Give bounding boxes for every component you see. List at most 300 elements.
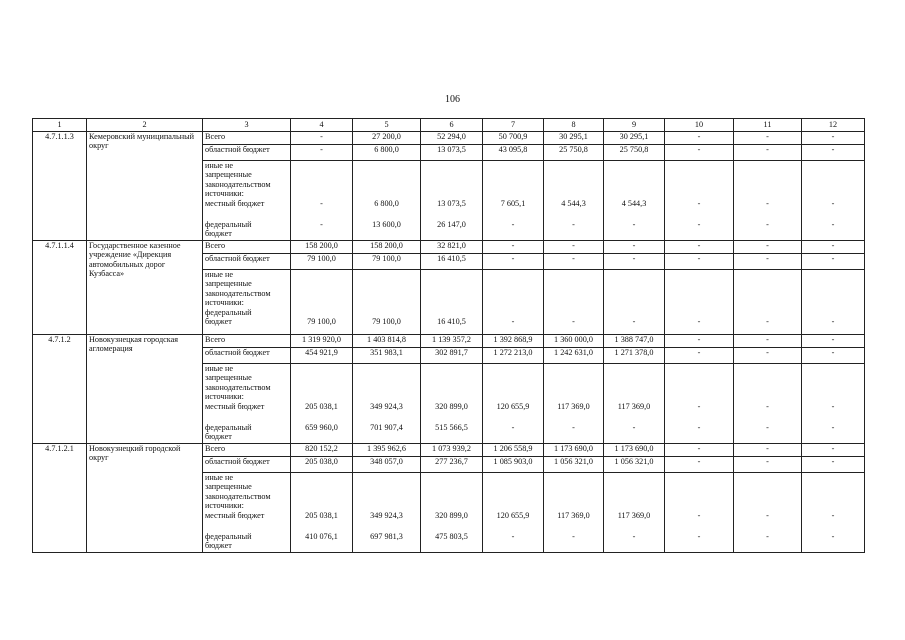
blank-line <box>736 501 799 510</box>
source-line: источники: <box>205 298 244 308</box>
blank-line <box>423 270 480 279</box>
value-cell <box>421 161 483 241</box>
funding-source: областной бюджет <box>203 348 291 364</box>
column-header: 8 <box>544 119 604 132</box>
blank-line <box>606 161 662 170</box>
blank-line <box>423 189 480 198</box>
source-line: источники: <box>205 189 244 199</box>
line-gap <box>736 208 799 220</box>
value-line: - <box>697 317 701 327</box>
value-cell <box>483 364 544 444</box>
value-cell <box>802 364 865 444</box>
source-line: законодательством <box>205 382 271 392</box>
blank-line <box>804 482 862 491</box>
blank-line <box>667 189 731 198</box>
blank-line <box>355 482 418 491</box>
blank-line <box>423 501 480 510</box>
value-line: 117 369,0 <box>617 401 651 411</box>
row-code: 4.7.1.1.4 <box>33 241 87 335</box>
blank-line <box>355 364 418 373</box>
row-code: 4.7.1.2 <box>33 335 87 444</box>
blank-line <box>736 392 799 401</box>
blank-line <box>804 473 862 482</box>
value-cell <box>421 473 483 553</box>
line-gap <box>667 208 731 220</box>
line-gap <box>546 520 601 532</box>
blank-line <box>606 364 662 373</box>
blank-line <box>293 473 350 482</box>
source-line: иные не <box>205 473 233 482</box>
blank-line <box>606 180 662 189</box>
value-cell: 820 152,2 <box>291 444 353 457</box>
source-line: бюджет <box>205 541 232 551</box>
value-line: - <box>511 423 515 433</box>
row-name: Государственное казенное учреждение «Дирекция автомобильных дорог Кузбасса» <box>87 241 203 335</box>
value-cell: 158 200,0 <box>353 241 421 254</box>
table-row <box>33 132 865 145</box>
line-gap <box>667 520 731 532</box>
source-line: федеральный <box>205 220 252 230</box>
blank-line <box>423 308 480 317</box>
value-cell: 30 295,1 <box>604 132 665 145</box>
line-gap <box>205 411 288 423</box>
blank-line <box>667 492 731 501</box>
column-header: 7 <box>483 119 544 132</box>
value-cell: - <box>734 132 802 145</box>
value-cell <box>291 161 353 241</box>
source-line: местный бюджет <box>205 510 265 520</box>
blank-line <box>804 383 862 392</box>
value-cell: - <box>734 145 802 161</box>
value-cell: - <box>665 241 734 254</box>
blank-line <box>606 383 662 392</box>
value-line: 205 038,1 <box>305 510 338 520</box>
value-line: 26 147,0 <box>437 220 466 230</box>
value-cell: - <box>483 241 544 254</box>
blank-line <box>736 473 799 482</box>
blank-line <box>606 270 662 279</box>
blank-line <box>485 161 541 170</box>
column-header: 1 <box>33 119 87 132</box>
row-name: Новокузнецкий городской округ <box>87 444 203 553</box>
value-cell: 1 173 690,0 <box>604 444 665 457</box>
value-line: 659 960,0 <box>305 423 338 433</box>
blank-line <box>546 279 601 288</box>
line-gap <box>804 411 862 423</box>
budget-table <box>32 118 865 553</box>
blank-line <box>667 180 731 189</box>
blank-line <box>546 492 601 501</box>
blank-line <box>355 473 418 482</box>
blank-line <box>293 279 350 288</box>
value-line: - <box>766 401 769 411</box>
value-line: - <box>831 510 835 520</box>
value-cell: 1 085 903,0 <box>483 457 544 473</box>
blank-line <box>606 373 662 382</box>
value-cell: 351 983,1 <box>353 348 421 364</box>
value-cell <box>483 161 544 241</box>
blank-line <box>355 308 418 317</box>
blank-line <box>485 501 541 510</box>
blank-line <box>667 170 731 179</box>
line-gap <box>355 208 418 220</box>
value-line: 120 655,9 <box>496 510 530 520</box>
value-cell: 1 271 378,0 <box>604 348 665 364</box>
blank-line <box>606 482 662 491</box>
value-cell <box>483 473 544 553</box>
funding-source <box>203 270 291 335</box>
blank-line <box>485 170 541 179</box>
line-gap <box>293 208 350 220</box>
line-gap <box>804 208 862 220</box>
value-cell <box>353 364 421 444</box>
line-gap <box>485 208 541 220</box>
line-gap <box>546 208 601 220</box>
source-line: запрещенные <box>205 279 252 289</box>
blank-line <box>804 289 862 298</box>
blank-line <box>736 298 799 307</box>
value-cell: 1 139 357,2 <box>421 335 483 348</box>
blank-line <box>736 373 799 382</box>
blank-line <box>804 492 862 501</box>
blank-line <box>485 289 541 298</box>
value-cell: - <box>734 254 802 270</box>
value-line: - <box>697 510 701 520</box>
blank-line <box>423 170 480 179</box>
blank-line <box>736 189 799 198</box>
value-cell: - <box>544 241 604 254</box>
blank-line <box>423 364 480 373</box>
row-code: 4.7.1.2.1 <box>33 444 87 553</box>
funding-source: Всего <box>203 335 291 348</box>
blank-line <box>736 482 799 491</box>
blank-line <box>293 492 350 501</box>
blank-line <box>423 492 480 501</box>
blank-line <box>736 279 799 288</box>
blank-line <box>355 270 418 279</box>
value-line: - <box>511 220 515 230</box>
blank-line <box>485 473 541 482</box>
funding-source: областной бюджет <box>203 254 291 270</box>
value-cell <box>604 161 665 241</box>
blank-line <box>293 364 350 373</box>
blank-line <box>293 383 350 392</box>
blank-line <box>546 189 601 198</box>
value-cell: - <box>802 254 865 270</box>
blank-line <box>546 161 601 170</box>
blank-line <box>804 308 862 317</box>
value-cell: - <box>665 132 734 145</box>
blank-line <box>736 308 799 317</box>
value-line: - <box>831 423 835 433</box>
blank-line <box>606 501 662 510</box>
blank-line <box>736 161 799 170</box>
blank-line <box>293 270 350 279</box>
value-line: 79 100,0 <box>307 317 336 327</box>
blank-line <box>546 270 601 279</box>
blank-line <box>804 279 862 288</box>
blank-line <box>485 364 541 373</box>
blank-line <box>667 270 731 279</box>
value-cell: 1 403 814,8 <box>353 335 421 348</box>
value-cell: 50 700,9 <box>483 132 544 145</box>
blank-line <box>667 373 731 382</box>
blank-line <box>804 501 862 510</box>
value-line: 410 076,1 <box>305 532 338 542</box>
blank-line <box>485 298 541 307</box>
blank-line <box>606 392 662 401</box>
value-line: - <box>831 532 835 542</box>
value-line: - <box>697 220 701 230</box>
line-gap <box>546 411 601 423</box>
blank-line <box>293 170 350 179</box>
header-row <box>33 119 865 132</box>
value-cell: - <box>802 444 865 457</box>
value-cell: 25 750,8 <box>544 145 604 161</box>
value-cell <box>291 473 353 553</box>
value-line: 16 410,5 <box>437 317 466 327</box>
value-cell: - <box>734 348 802 364</box>
value-cell <box>421 364 483 444</box>
value-cell: - <box>802 335 865 348</box>
value-cell: - <box>665 335 734 348</box>
source-line: законодательством <box>205 491 271 501</box>
blank-line <box>804 170 862 179</box>
value-line: - <box>572 220 575 230</box>
value-cell: 27 200,0 <box>353 132 421 145</box>
line-gap <box>355 411 418 423</box>
blank-line <box>736 364 799 373</box>
blank-line <box>293 161 350 170</box>
line-gap <box>667 411 731 423</box>
table-row <box>33 335 865 348</box>
source-line: местный бюджет <box>205 198 265 208</box>
value-cell <box>291 364 353 444</box>
blank-line <box>423 289 480 298</box>
value-line: - <box>831 401 835 411</box>
value-line: - <box>766 317 769 327</box>
value-line: - <box>572 532 575 542</box>
blank-line <box>355 501 418 510</box>
blank-line <box>736 270 799 279</box>
value-cell <box>544 364 604 444</box>
value-cell <box>604 473 665 553</box>
value-cell: 1 392 868,9 <box>483 335 544 348</box>
value-cell: - <box>604 254 665 270</box>
source-line: запрещенные <box>205 373 252 383</box>
value-line: 120 655,9 <box>496 401 530 411</box>
blank-line <box>355 383 418 392</box>
blank-line <box>355 170 418 179</box>
value-cell: 43 095,8 <box>483 145 544 161</box>
blank-line <box>423 161 480 170</box>
funding-source: областной бюджет <box>203 145 291 161</box>
blank-line <box>546 501 601 510</box>
blank-line <box>606 492 662 501</box>
value-cell: 13 073,5 <box>421 145 483 161</box>
blank-line <box>423 298 480 307</box>
blank-line <box>804 298 862 307</box>
value-cell: - <box>802 145 865 161</box>
source-line: бюджет <box>205 317 232 327</box>
value-cell <box>353 270 421 335</box>
value-cell: 205 038,0 <box>291 457 353 473</box>
line-gap <box>423 520 480 532</box>
value-cell <box>734 364 802 444</box>
source-line: законодательством <box>205 288 271 298</box>
value-line: - <box>766 510 769 520</box>
source-line: федеральный <box>205 423 252 433</box>
row-code: 4.7.1.1.3 <box>33 132 87 241</box>
value-cell: - <box>665 348 734 364</box>
line-gap <box>736 411 799 423</box>
value-cell: - <box>665 254 734 270</box>
value-cell <box>665 364 734 444</box>
source-line: запрещенные <box>205 482 252 492</box>
value-line: 4 544,3 <box>561 198 586 208</box>
column-header: 12 <box>802 119 865 132</box>
value-cell <box>421 270 483 335</box>
value-cell: 454 921,9 <box>291 348 353 364</box>
value-line: - <box>766 423 769 433</box>
value-cell: 1 173 690,0 <box>544 444 604 457</box>
value-cell: 1 272 213,0 <box>483 348 544 364</box>
line-gap <box>205 520 288 532</box>
value-cell <box>802 270 865 335</box>
value-cell: - <box>291 132 353 145</box>
blank-line <box>804 161 862 170</box>
line-gap <box>423 208 480 220</box>
blank-line <box>355 373 418 382</box>
value-line: - <box>320 198 323 208</box>
value-cell: 52 294,0 <box>421 132 483 145</box>
value-cell: 158 200,0 <box>291 241 353 254</box>
table-row <box>33 241 865 254</box>
blank-line <box>667 308 731 317</box>
blank-line <box>667 392 731 401</box>
value-line: - <box>697 401 701 411</box>
value-line: - <box>766 220 769 230</box>
value-cell: - <box>483 254 544 270</box>
value-cell: 1 206 558,9 <box>483 444 544 457</box>
value-line: - <box>632 317 636 327</box>
row-name: Кемеровский муниципальный округ <box>87 132 203 241</box>
blank-line <box>423 473 480 482</box>
value-line: 79 100,0 <box>372 317 401 327</box>
value-line: - <box>697 198 701 208</box>
source-line: федеральный <box>205 307 252 317</box>
value-line: - <box>632 532 636 542</box>
blank-line <box>546 308 601 317</box>
value-cell: - <box>802 241 865 254</box>
value-cell: 277 236,7 <box>421 457 483 473</box>
value-line: - <box>697 532 701 542</box>
value-line: 13 600,0 <box>372 220 401 230</box>
blank-line <box>546 383 601 392</box>
value-cell: 1 073 939,2 <box>421 444 483 457</box>
blank-line <box>606 289 662 298</box>
value-line: 320 899,0 <box>435 510 468 520</box>
value-line: 515 566,5 <box>435 423 468 433</box>
value-line: 697 981,3 <box>370 532 403 542</box>
value-line: 320 899,0 <box>435 401 468 411</box>
blank-line <box>485 392 541 401</box>
funding-source: Всего <box>203 241 291 254</box>
value-cell <box>802 161 865 241</box>
value-cell <box>604 270 665 335</box>
value-cell <box>665 473 734 553</box>
value-line: 349 924,3 <box>370 401 403 411</box>
value-cell: - <box>665 444 734 457</box>
line-gap <box>606 208 662 220</box>
blank-line <box>804 392 862 401</box>
value-line: - <box>632 220 636 230</box>
value-line: 6 800,0 <box>374 198 399 208</box>
blank-line <box>355 161 418 170</box>
source-line: федеральный <box>205 532 252 542</box>
blank-line <box>293 482 350 491</box>
value-cell: 16 410,5 <box>421 254 483 270</box>
line-gap <box>606 411 662 423</box>
blank-line <box>355 298 418 307</box>
blank-line <box>355 180 418 189</box>
value-cell: - <box>734 444 802 457</box>
value-line: - <box>511 317 515 327</box>
blank-line <box>667 383 731 392</box>
blank-line <box>804 364 862 373</box>
line-gap <box>205 208 288 220</box>
line-gap <box>485 411 541 423</box>
value-cell: - <box>291 145 353 161</box>
value-cell: - <box>734 335 802 348</box>
blank-line <box>546 482 601 491</box>
value-line: - <box>511 532 515 542</box>
blank-line <box>293 289 350 298</box>
source-line: источники: <box>205 501 244 511</box>
value-line: 117 369,0 <box>557 401 590 411</box>
value-cell <box>665 270 734 335</box>
value-cell <box>665 161 734 241</box>
value-cell: 32 821,0 <box>421 241 483 254</box>
value-cell: 79 100,0 <box>291 254 353 270</box>
funding-source: Всего <box>203 444 291 457</box>
funding-source <box>203 364 291 444</box>
value-cell <box>483 270 544 335</box>
blank-line <box>667 298 731 307</box>
blank-line <box>736 383 799 392</box>
value-line: 13 073,5 <box>437 198 466 208</box>
value-cell: - <box>604 241 665 254</box>
source-line: бюджет <box>205 432 232 442</box>
blank-line <box>485 270 541 279</box>
blank-line <box>485 373 541 382</box>
blank-line <box>485 180 541 189</box>
line-gap <box>485 520 541 532</box>
source-line: законодательством <box>205 179 271 189</box>
value-cell <box>544 473 604 553</box>
value-cell <box>544 270 604 335</box>
source-line: бюджет <box>205 229 232 239</box>
blank-line <box>485 492 541 501</box>
line-gap <box>423 411 480 423</box>
source-line: источники: <box>205 392 244 402</box>
value-cell <box>353 161 421 241</box>
blank-line <box>423 373 480 382</box>
column-header: 4 <box>291 119 353 132</box>
blank-line <box>736 180 799 189</box>
value-line: - <box>320 220 323 230</box>
value-cell: 1 319 920,0 <box>291 335 353 348</box>
